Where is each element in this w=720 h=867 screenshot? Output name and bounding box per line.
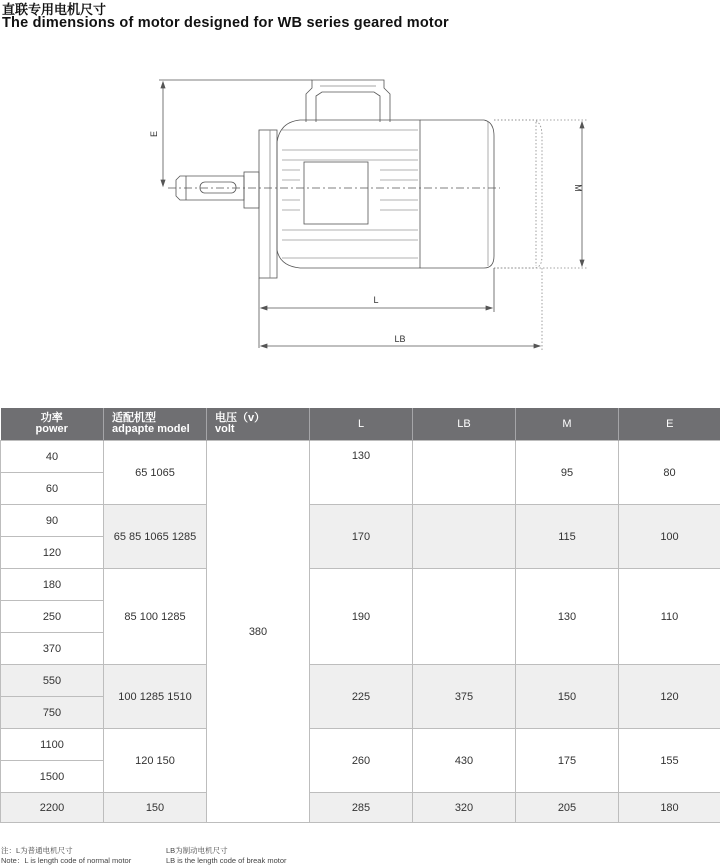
footnote: [1, 846, 287, 866]
cell-power: 40: [1, 441, 104, 473]
cell-m: 150: [516, 665, 619, 729]
cell-power: 1500: [1, 761, 104, 793]
title-english: The dimensions of motor designed for WB series geared motor: [2, 15, 449, 31]
cell-l: 285: [310, 793, 413, 823]
cell-lb: [413, 569, 516, 665]
cell-power: 2200: [1, 793, 104, 823]
cell-m: 130: [516, 569, 619, 665]
note-en-brake: LB is the length code of break motor: [166, 856, 287, 865]
cell-model: 85 100 1285: [104, 569, 207, 665]
brake-extension: [494, 120, 542, 268]
dimensions-table: [0, 408, 720, 823]
cell-power: 370: [1, 633, 104, 665]
table-row: [1, 729, 720, 761]
cell-m: 175: [516, 729, 619, 793]
cell-lb: 320: [413, 793, 516, 823]
footnote-cn-line: [1, 846, 287, 856]
cell-lb: 375: [413, 665, 516, 729]
terminal-box: [306, 80, 390, 122]
shaft: [176, 172, 259, 208]
cell-e: 110: [619, 569, 720, 665]
cell-e: 120: [619, 665, 720, 729]
table-row: [1, 793, 720, 823]
header-l: L: [310, 408, 413, 441]
footnote-en-line: [1, 856, 287, 866]
cell-power: 120: [1, 537, 104, 569]
cell-power: 750: [1, 697, 104, 729]
cell-m: 95: [516, 441, 619, 505]
note-en-normal: Note：L is length code of normal motor: [1, 856, 132, 865]
header-lb: LB: [413, 408, 516, 441]
cell-power: 1100: [1, 729, 104, 761]
table-row: [1, 505, 720, 537]
label-m: M: [573, 184, 583, 192]
table-row: [1, 569, 720, 601]
motor-body: [277, 120, 420, 268]
cell-e: 180: [619, 793, 720, 823]
header-power: 功率 power: [1, 408, 104, 441]
cell-lb: 430: [413, 729, 516, 793]
label-e: E: [149, 130, 159, 138]
dimension-m: [494, 120, 588, 268]
cell-e: 155: [619, 729, 720, 793]
header-e: E: [619, 408, 720, 441]
cell-l: 260: [310, 729, 413, 793]
label-lb: LB: [394, 334, 406, 344]
header-volt: 电压（v） volt: [207, 408, 310, 441]
cell-m: 205: [516, 793, 619, 823]
cell-model: 65 85 1065 1285: [104, 505, 207, 569]
motor-dimension-drawing: [0, 0, 720, 400]
cell-e: 100: [619, 505, 720, 569]
header-m: M: [516, 408, 619, 441]
header-model: 适配机型 adpapte model: [104, 408, 207, 441]
cell-volt: 380: [207, 441, 310, 823]
note-cn-brake: LB为制动电机尺寸: [166, 846, 228, 855]
cell-power: 180: [1, 569, 104, 601]
cell-l: 225: [310, 665, 413, 729]
cell-power: 90: [1, 505, 104, 537]
cell-model: 150: [104, 793, 207, 823]
title-chinese: 直联专用电机尺寸: [2, 2, 107, 17]
note-cn-normal: 注：L为普通电机尺寸: [1, 846, 73, 855]
cell-power: 550: [1, 665, 104, 697]
cell-lb: [413, 505, 516, 569]
cell-power: 60: [1, 473, 104, 505]
flange: [259, 130, 277, 278]
cell-model: 120 150: [104, 729, 207, 793]
cell-l: 190: [310, 569, 413, 665]
cell-l: 170: [310, 505, 413, 569]
cell-m: 115: [516, 505, 619, 569]
label-l: L: [373, 295, 379, 305]
cell-power: 250: [1, 601, 104, 633]
fan-cover: [420, 120, 494, 268]
cell-model: 65 1065: [104, 441, 207, 505]
table-header-row: [1, 408, 720, 441]
dimension-l: [259, 268, 494, 348]
cell-e: 80: [619, 441, 720, 505]
cell-lb: [413, 441, 516, 505]
cell-model: 100 1285 1510: [104, 665, 207, 729]
table-row: [1, 441, 720, 473]
table-row: [1, 665, 720, 697]
cell-l: 130: [310, 441, 413, 505]
